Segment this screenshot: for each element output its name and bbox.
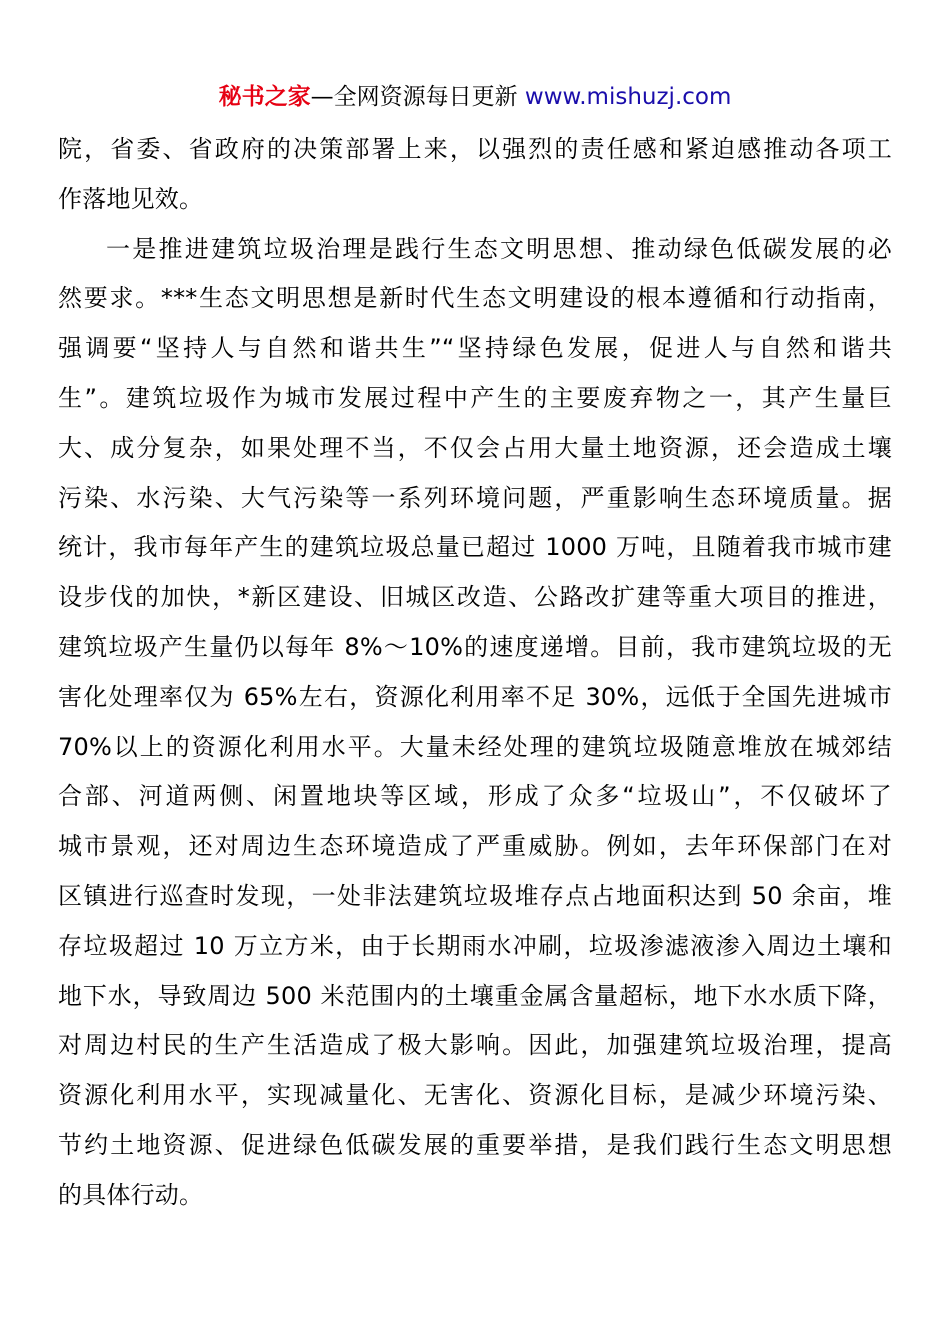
paragraph-first-line: 一是推进建筑垃圾治理是践行生态文明思想、推动绿色低碳发展的必 xyxy=(106,234,892,263)
text-line: 设步伐的加快，*新区建设、旧城区改造、公路改扩建等重大项目的推进， xyxy=(58,583,892,612)
text-line: 70%以上的资源化利用水平。大量未经处理的建筑垃圾随意堆放在城郊结 xyxy=(58,732,892,761)
text-line: 建筑垃圾产生量仍以每年 8%～10%的速度递增。目前，我市建筑垃圾的无 xyxy=(58,632,892,661)
text-line: 统计，我市每年产生的建筑垃圾总量已超过 1000 万吨，且随着我市城市建 xyxy=(58,533,892,562)
header-brand: 秘书之家 xyxy=(218,84,311,110)
text-line: 作落地见效。 xyxy=(58,184,204,213)
text-line: 污染、水污染、大气污染等一系列环境问题，严重影响生态环境质量。据 xyxy=(58,483,892,512)
text-line: 强调要“坚持人与自然和谐共生”“坚持绿色发展，促进人与自然和谐共 xyxy=(58,334,892,363)
text-line: 院，省委、省政府的决策部署上来，以强烈的责任感和紧迫感推动各项工 xyxy=(58,135,892,163)
page-header xyxy=(0,80,950,114)
text-line: 节约土地资源、促进绿色低碳发展的重要举措，是我们践行生态文明思想 xyxy=(58,1130,892,1159)
document-body xyxy=(58,125,892,1221)
text-line: 然要求。***生态文明思想是新时代生态文明建设的根本遵循和行动指南， xyxy=(58,284,892,313)
header-tagline: —全网资源每日更新 xyxy=(310,84,518,110)
text-line: 对周边村民的生产生活造成了极大影响。因此，加强建筑垃圾治理，提高 xyxy=(58,1031,892,1060)
text-line: 地下水，导致周边 500 米范围内的土壤重金属含量超标，地下水水质下降， xyxy=(58,981,892,1010)
text-line: 害化处理率仅为 65%左右，资源化利用率不足 30%，远低于全国先进城市 xyxy=(58,682,892,711)
header-url-link[interactable]: www.mishuzj.com xyxy=(524,84,732,110)
text-line: 存垃圾超过 10 万立方米，由于长期雨水冲刷，垃圾渗滤液渗入周边土壤和 xyxy=(58,931,892,960)
text-line: 合部、河道两侧、闲置地块等区域，形成了众多“垃圾山”，不仅破坏了 xyxy=(58,782,892,811)
text-line: 资源化利用水平，实现减量化、无害化、资源化目标，是减少环境污染、 xyxy=(58,1081,892,1110)
text-line: 生”。建筑垃圾作为城市发展过程中产生的主要废弃物之一，其产生量巨 xyxy=(58,383,892,412)
text-line: 区镇进行巡查时发现，一处非法建筑垃圾堆存点占地面积达到 50 余亩，堆 xyxy=(58,881,892,910)
text-line: 大、成分复杂，如果处理不当，不仅会占用大量土地资源，还会造成土壤 xyxy=(58,433,892,462)
text-line: 的具体行动。 xyxy=(58,1180,204,1209)
text-line: 城市景观，还对周边生态环境造成了严重威胁。例如，去年环保部门在对 xyxy=(58,832,892,861)
